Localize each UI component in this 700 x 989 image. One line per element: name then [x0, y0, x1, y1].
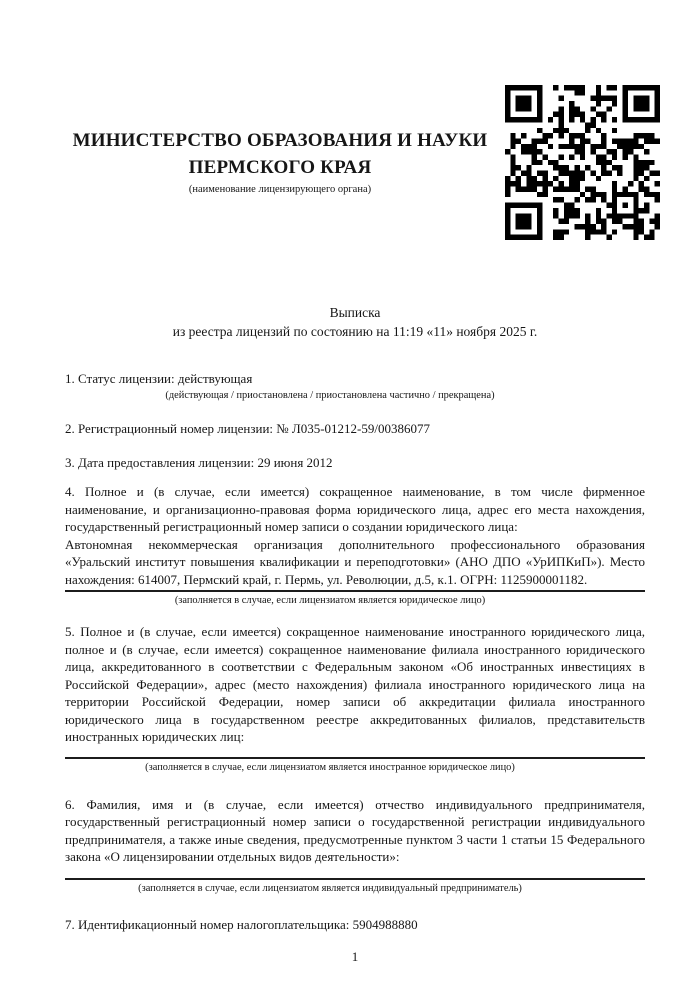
fill-line-legal-entity	[65, 590, 645, 592]
field-taxpayer-id: 7. Идентификационный номер налогоплательщика: 5904988880	[65, 916, 418, 932]
ministry-caption: (наименование лицензирующего органа)	[188, 184, 372, 195]
field-entrepreneur-caption: (заполняется в случае, если лицензиатом является индивидуальный предприниматель)	[138, 882, 522, 894]
field-entrepreneur-question: 6. Фамилия, имя и (в случае, если имеется) отчество индивидуального предпринимателя, государственный регистрационный номер записи о государственной регистрации индивидуального предпринимателя, а также иные сведения, предусмотренные пунктом 3 части 1 статьи 15 Федерального закона «О лицензировании отдельных видов деятельности»:	[65, 796, 645, 864]
field-foreign-entity-caption: (заполняется в случае, если лицензиатом является иностранное юридическое лицо)	[145, 761, 515, 773]
fill-line-foreign-entity	[65, 757, 645, 759]
title-subtitle: из реестра лицензий по состоянию на 11:19 «11» ноября 2025 г.	[172, 324, 538, 339]
field-license-status: 1. Статус лицензии: действующая	[65, 371, 253, 386]
fill-line-entrepreneur	[65, 878, 645, 880]
field-legal-entity-answer: Автономная некоммерческая организация дополнительного профессионального образования «Уральский институт повышения квалификации и переподготовки» (АНО ДПО «УрИПКиП»). Место нахождения: 614007, Пермский край, г. Пермь, ул. Революции, д.5, к.1. ОГРН: 1125900001182.	[65, 536, 645, 587]
field-license-status-caption: (действующая / приостановлена / приостановлена частично / прекращена)	[165, 390, 495, 401]
title-line: Выписка	[329, 305, 381, 320]
field-registration-number: 2. Регистрационный номер лицензии: № Л035-01212-59/00386077	[65, 421, 431, 436]
page-number: 1	[351, 948, 359, 964]
document-body	[65, 0, 645, 965]
field-foreign-entity-question: 5. Полное и (в случае, если имеется) сокращенное наименование иностранного юридического лица, полное и (в случае, если имеется) сокращенное наименование филиала иностранного юридического лица, аккредитованного в соответствии с Федеральным законом «Об иностранных инвестициях в Российской Федерации», адрес (место нахождения) филиала иностранного юридического лица на территории Российской Федерации, номер записи об аккредитации филиала иностранного юридического лица в государственном реестре аккредитованных филиалов, представительств иностранных юридических лиц:	[65, 624, 645, 744]
ministry-name-line2: ПЕРМСКОГО КРАЯ	[188, 157, 372, 178]
field-legal-entity-question: 4. Полное и (в случае, если имеется) сокращенное наименование, в том числе фирменное наименование, и организационно-правовая форма юридического лица, адрес его места нахождения, государственный регистрационный номер записи о создании юридического лица:	[65, 484, 645, 534]
field-legal-entity-caption: (заполняется в случае, если лицензиатом является юридическое лицо)	[174, 595, 486, 606]
document-title	[65, 303, 645, 341]
field-grant-date: 3. Дата предоставления лицензии: 29 июня 2012	[65, 455, 333, 470]
ministry-name-line1: МИНИСТЕРСТВО ОБРАЗОВАНИЯ И НАУКИ	[72, 130, 488, 151]
